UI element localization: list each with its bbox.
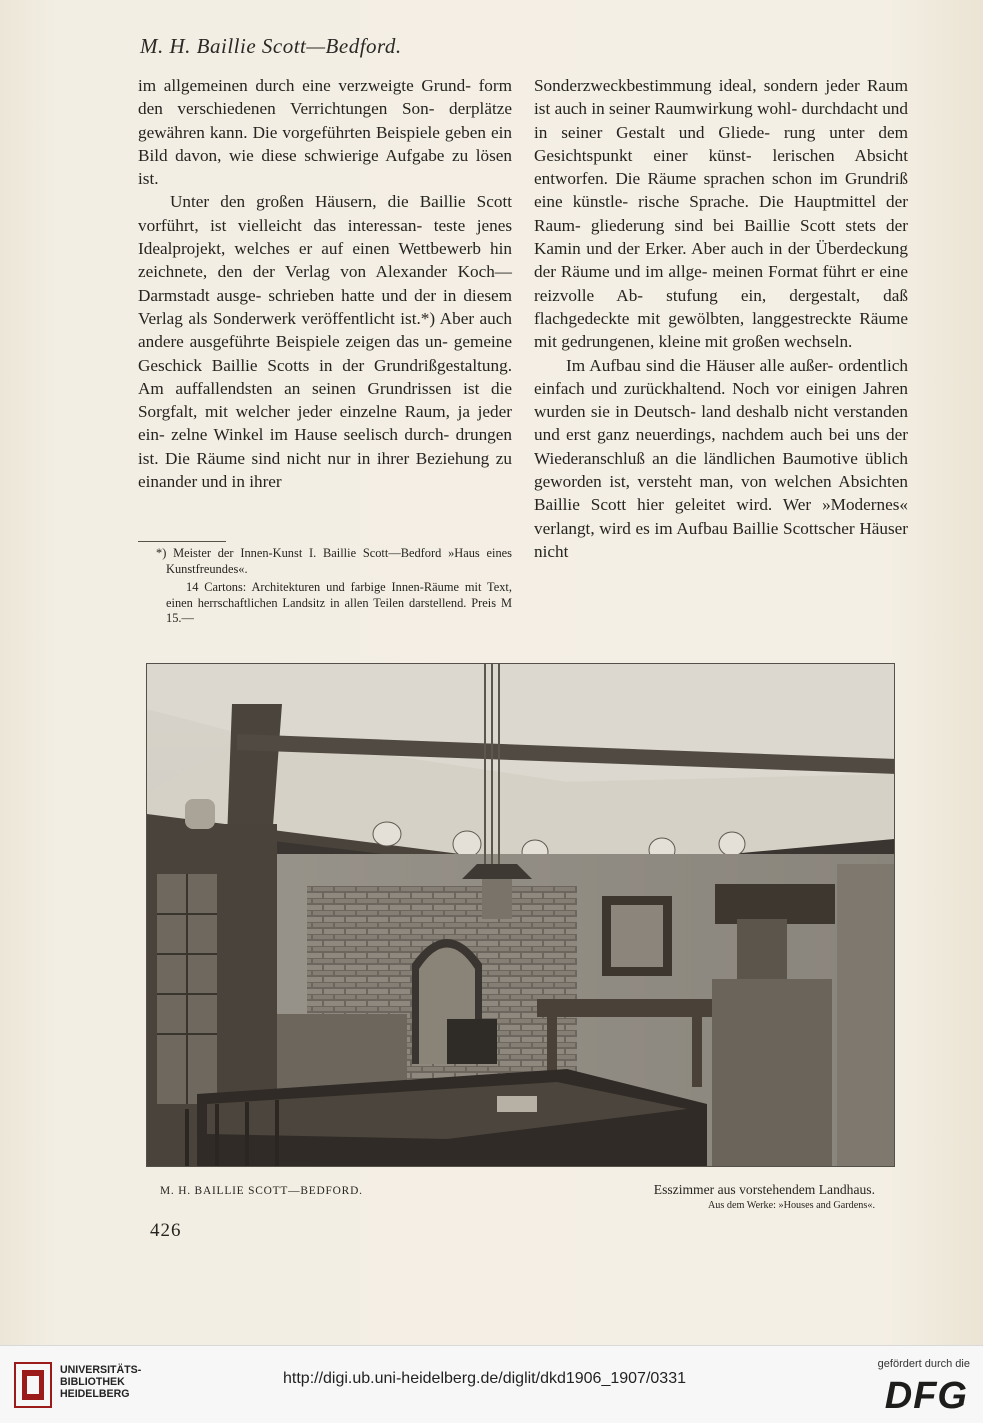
left-paragraph-1 [138, 74, 512, 190]
text-line: Im Aufbau sind die Häuser alle außer- [566, 355, 834, 375]
text-line: drungen ist. Die Räume sind nicht nur in [138, 425, 512, 468]
text-line: ordentlich einfach und zurückhaltend. Noch [534, 355, 909, 398]
text-line: gedrungenen, kleine mit großen wechseln. [561, 332, 853, 352]
text-line: rung unter dem Gesichtspunkt einer künst- [534, 122, 908, 165]
footnote-line: 14 Cartons: Architekturen und farbige Innen-Räume [186, 580, 459, 595]
text-line: seinen Grundrissen ist die Sorgfalt, mit [138, 378, 513, 422]
text-line: Überdeckung der Räume und im allge- [534, 239, 908, 282]
viewer-footer [0, 1345, 983, 1423]
institution-line: BIBLIOTHEK [60, 1376, 125, 1388]
running-head: M. H. Baillie Scott—Bedford. [140, 34, 402, 58]
text-line: rische Sprache. Die Hauptmittel der Raum- [534, 192, 909, 235]
institution-line: HEIDELBERG [60, 1388, 130, 1400]
text-line: gliederung sind bei Baillie Scott stets der [590, 215, 908, 235]
dfg-logo: DFG [884, 1375, 968, 1417]
text-line: Scott vorführt, ist vielleicht das interessan- [138, 192, 512, 235]
text-line: Grundrißgestaltung. Am auffallendsten an [138, 355, 513, 398]
text-line: im Aufbau Baillie Scottscher Häuser nicht [534, 518, 908, 561]
text-line: welchen Absichten Baillie Scott hier geleitet [534, 472, 908, 515]
text-line: land deshalb nicht verstanden und erst ganz [534, 402, 908, 445]
text-line: üblich geworden ist, versteht man, von [534, 448, 908, 492]
figure-caption: Esszimmer aus vorstehendem Landhaus. [653, 1182, 875, 1197]
text-line: mit gewölbten, langgestreckte Räume mit [534, 308, 908, 352]
text-line: Sonderzweckbestimmung ideal, sondern jeder [534, 76, 860, 95]
footnote-line: mit Text, einen herrschaftlichen Landsitz in allen [166, 580, 512, 610]
footnote-1 [138, 546, 512, 577]
footnotes [138, 546, 512, 627]
text-line: andere ausgeführte Beispiele zeigen das un- [138, 332, 448, 352]
right-paragraph-1 [534, 74, 908, 354]
text-line: wird. Wer »Modernes« verlangt, wird es [534, 495, 909, 538]
text-line: ihrer Beziehung zu einander und in ihrer [138, 448, 512, 492]
figure-source: Aus dem Werke: »Houses and Gardens«. [707, 1200, 875, 1211]
text-line: meinen Format führt er eine reizvolle Ab- [534, 262, 908, 305]
footnote-line: »Haus eines Kunstfreundes«. [166, 546, 512, 576]
left-paragraph-2 [138, 190, 512, 493]
institution-line: UNIVERSITÄTS- [60, 1364, 142, 1376]
text-line: von Alexander Koch—Darmstadt ausge- [138, 262, 512, 305]
text-line: Unter den großen Häusern, die Baillie [170, 192, 466, 212]
footnote-line: Teilen darstellend. Preis M 15.— [166, 595, 512, 626]
text-line: Beispiele geben ein Bild davon, wie diese [138, 122, 513, 165]
text-line: neuerdings, nachdem auch bei uns der [635, 425, 909, 445]
text-line: form den verschiedenen Verrichtungen Son- [138, 76, 512, 119]
text-line: schwierige Aufgabe zu lösen ist. [138, 145, 512, 189]
text-line: Wiederanschluß an die ländlichen Baumotive [534, 448, 858, 468]
right-paragraph-2 [534, 354, 908, 564]
text-line: Kamin und der Erker. Aber auch in der [534, 239, 810, 259]
university-seal-icon [14, 1362, 52, 1408]
figure-credit: M. H. BAILLIE SCOTT—BEDFORD. [160, 1185, 363, 1197]
text-line: lerischen Absicht entworfen. Die Räume [534, 145, 908, 189]
text-line: Wettbewerb hin zeichnete, den der Verlag [138, 239, 512, 282]
permalink-url[interactable]: http://digi.ub.uni-heidelberg.de/diglit/dkd1906_1907/0331 [283, 1370, 686, 1387]
text-line: im allgemeinen durch eine verzweigte Grund- [138, 76, 471, 95]
text-line: gemeine Geschick Baillie Scotts in der [138, 332, 513, 375]
text-line: sprachen schon im Grundriß eine künstle- [534, 169, 908, 212]
text-line: schrieben hatte und der in diesem Verlag [138, 285, 513, 328]
text-line: Raum ist auch in seiner Raumwirkung wohl- [534, 76, 909, 119]
funding-note: gefördert durch die [877, 1358, 970, 1370]
right-text-column [534, 74, 908, 563]
text-line: stufung ein, dergestalt, daß flachgedeckte [534, 285, 908, 328]
footnote-line: *) Meister der Innen-Kunst I. Baillie Scott—Bedford [156, 546, 442, 560]
footnote-2 [138, 580, 512, 627]
text-line: zelne Winkel im Hause seelisch durch- [171, 425, 450, 445]
text-line: vor einigen Jahren wurden sie in Deutsch- [534, 378, 908, 422]
photograph-illustration [147, 664, 894, 1166]
page-number: 426 [150, 1220, 182, 1241]
text-line: derplätze gewähren kann. Die vorgeführten [138, 99, 512, 142]
text-line: durchdacht und in seiner Gestalt und Gliede- [534, 99, 908, 142]
text-line: als Sonderwerk veröffentlicht ist.*) Aber auch [188, 308, 512, 328]
footnote-divider [138, 541, 226, 542]
text-line: teste jenes Idealprojekt, welches er auf einen [138, 215, 513, 259]
institution-name [60, 1364, 141, 1400]
left-text-column [138, 74, 512, 493]
text-line: welcher jeder einzelne Raum, ja jeder ein- [138, 402, 513, 445]
dining-room-photograph [147, 664, 894, 1166]
